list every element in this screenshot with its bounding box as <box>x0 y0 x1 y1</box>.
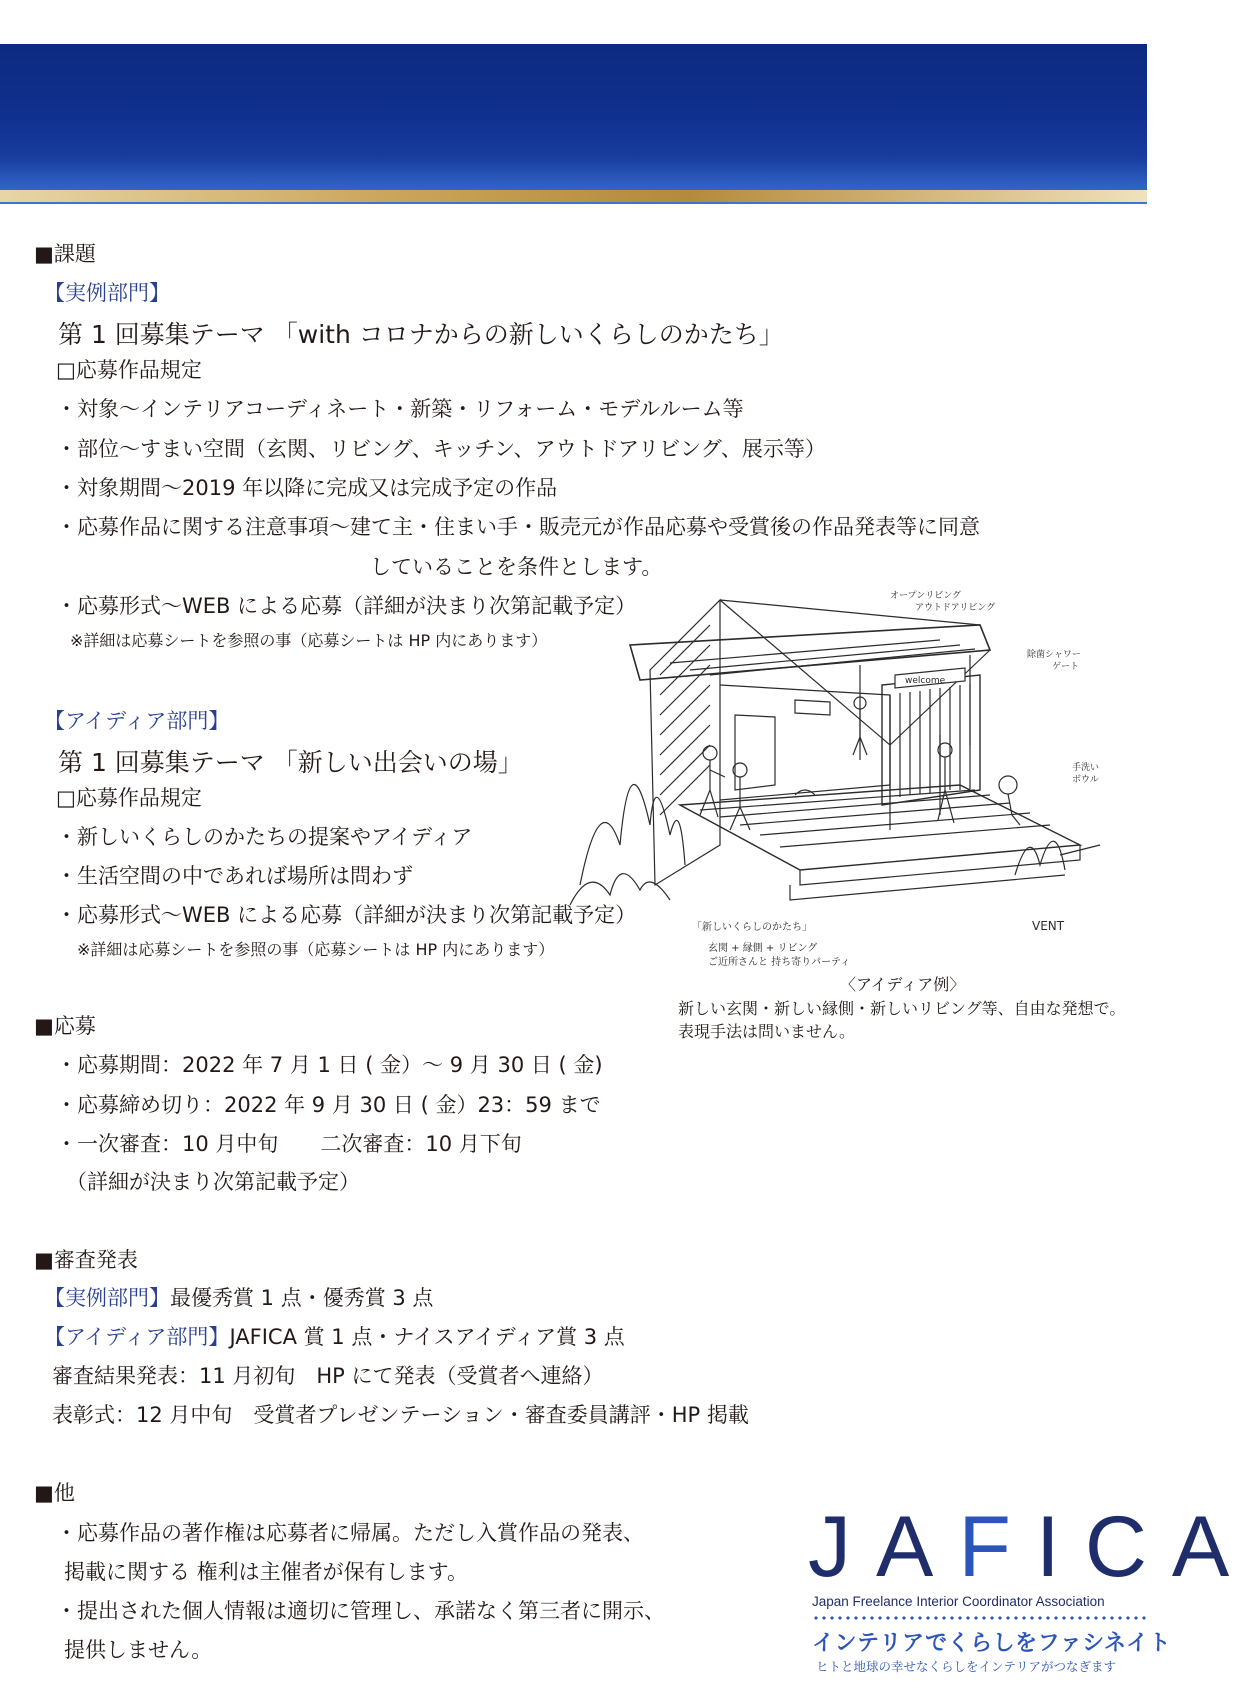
idea-sketch-illustration <box>560 585 1120 985</box>
sketch-note-outdoor2: アウトドアリビング <box>915 603 996 613</box>
other-item: 掲載に関する 権利は主催者が保有します。 <box>64 1560 468 1584</box>
idea-note: ※詳細は応募シートを参照の事（応募シートは HP 内にあります） <box>77 940 555 959</box>
sketch-note-welcome: welcome <box>905 676 946 686</box>
logo-dotted-rule <box>812 1616 1147 1620</box>
application-item: ・応募期間：2022 年 7 月 1 日 ( 金）～ 9 月 30 日 ( 金) <box>56 1053 603 1077</box>
idea-label: 【アイディア部門】 <box>44 709 230 733</box>
jitsurei-item: ・対象～インテリアコーディネート・新築・リフォーム・モデルルーム等 <box>56 397 744 421</box>
section-heading-subject: ■課題 <box>34 242 96 266</box>
sketch-note-vent: VENT <box>1032 919 1065 933</box>
idea-theme: 第 1 回募集テーマ 「新しい出会いの場」 <box>58 748 523 777</box>
section-heading-application: ■応募 <box>34 1014 96 1038</box>
sketch-note-shower: 除菌シャワー <box>1027 650 1081 660</box>
logo-tagline-sub: ヒトと地球の幸せなくらしをインテリアがつなぎます <box>816 1659 1117 1674</box>
application-item: ・一次審査：10 月中旬 二次審査：10 月下旬 <box>56 1132 522 1156</box>
section-heading-other: ■他 <box>34 1481 75 1505</box>
review-jitsurei <box>44 1282 433 1312</box>
logo-subtitle: Japan Freelance Interior Coordinator Association <box>812 1594 1105 1609</box>
sketch-note-2: 玄関 + 縁側 + リビング <box>708 943 818 954</box>
other-item: 提供しません。 <box>64 1638 213 1662</box>
review-ceremony: 表彰式：12 月中旬 受賞者プレゼンテーション・審査委員講評・HP 掲載 <box>52 1403 749 1427</box>
jitsurei-rules-title: □応募作品規定 <box>56 358 202 382</box>
header-banner <box>0 44 1147 204</box>
sketch-note-wash: 手洗い <box>1072 763 1100 773</box>
review-jitsurei-text: 最優秀賞 1 点・優秀賞 3 点 <box>170 1286 434 1310</box>
sketch-annotations <box>692 590 1099 968</box>
review-idea-label: 【アイディア部門】 <box>44 1325 230 1349</box>
jitsurei-item-continued: していることを条件とします。 <box>370 555 663 579</box>
jitsurei-item: ・応募形式～WEB による応募（詳細が決まり次第記載予定） <box>56 594 637 618</box>
review-jitsurei-label: 【実例部門】 <box>44 1286 170 1310</box>
review-idea <box>44 1321 625 1351</box>
idea-rules-title: □応募作品規定 <box>56 786 202 810</box>
other-item: ・応募作品の著作権は応募者に帰属。ただし入賞作品の発表、 <box>56 1521 644 1545</box>
idea-item: ・新しいくらしのかたちの提案やアイディア <box>56 825 473 849</box>
sketch-plants <box>570 785 1100 906</box>
review-idea-text: JAFICA 賞 1 点・ナイスアイディア賞 3 点 <box>229 1325 625 1349</box>
section-heading-review: ■審査発表 <box>34 1248 138 1272</box>
logo-f: F <box>958 1499 1036 1595</box>
jitsurei-theme: 第 1 回募集テーマ 「with コロナからの新しいくらしのかたち」 <box>58 320 784 349</box>
logo-tagline: インテリアでくらしをファシネイト <box>812 1631 1172 1656</box>
sketch-gate <box>882 668 980 805</box>
jitsurei-item: ・応募作品に関する注意事項～建て主・住まい手・販売元が作品応募や受賞後の作品発表等に同意 <box>56 515 980 539</box>
application-item: ・応募締め切り：2022 年 9 月 30 日 ( 金）23：59 まで <box>56 1093 601 1117</box>
jitsurei-label: 【実例部門】 <box>44 281 170 305</box>
sketch-people <box>700 697 1020 830</box>
jitsurei-note: ※詳細は応募シートを参照の事（応募シートは HP 内にあります） <box>70 631 548 650</box>
header-gold-stripe <box>0 190 1147 202</box>
illustration-caption-line2: 表現手法は問いません。 <box>678 1022 855 1041</box>
jafica-logo <box>808 1498 1254 1597</box>
sketch-note-theme: 「新しいくらしのかたち」 <box>692 922 812 933</box>
illustration-caption-title: 〈アイディア例〉 <box>840 975 966 994</box>
logo-ja: JA <box>808 1499 959 1595</box>
jitsurei-item: ・対象期間～2019 年以降に完成又は完成予定の作品 <box>56 476 558 500</box>
sketch-note-bowl: ボウル <box>1072 775 1099 785</box>
idea-item: ・生活空間の中であれば場所は問わず <box>56 864 413 888</box>
other-item: ・提出された個人情報は適切に管理し、承諾なく第三者に開示、 <box>56 1599 665 1623</box>
sketch-note-outdoor: オープンリビング <box>890 591 962 601</box>
sketch-note-gate: ゲート <box>1052 662 1080 672</box>
idea-item: ・応募形式～WEB による応募（詳細が決まり次第記載予定） <box>56 903 637 927</box>
review-result: 審査結果発表：11 月初旬 HP にて発表（受賞者へ連絡） <box>52 1364 604 1388</box>
jitsurei-item: ・部位～すまい空間（玄関、リビング、キッチン、アウトドアリビング、展示等） <box>56 437 826 461</box>
illustration-caption-line1: 新しい玄関・新しい縁側・新しいリビング等、自由な発想で。 <box>678 999 1126 1018</box>
sketch-note-3: ご近所さんと 持ち寄りパーティ <box>708 957 851 968</box>
logo-ica: ICA <box>1035 1499 1254 1595</box>
sketch-house <box>630 600 990 885</box>
application-item: （詳細が決まり次第記載予定） <box>66 1170 360 1194</box>
